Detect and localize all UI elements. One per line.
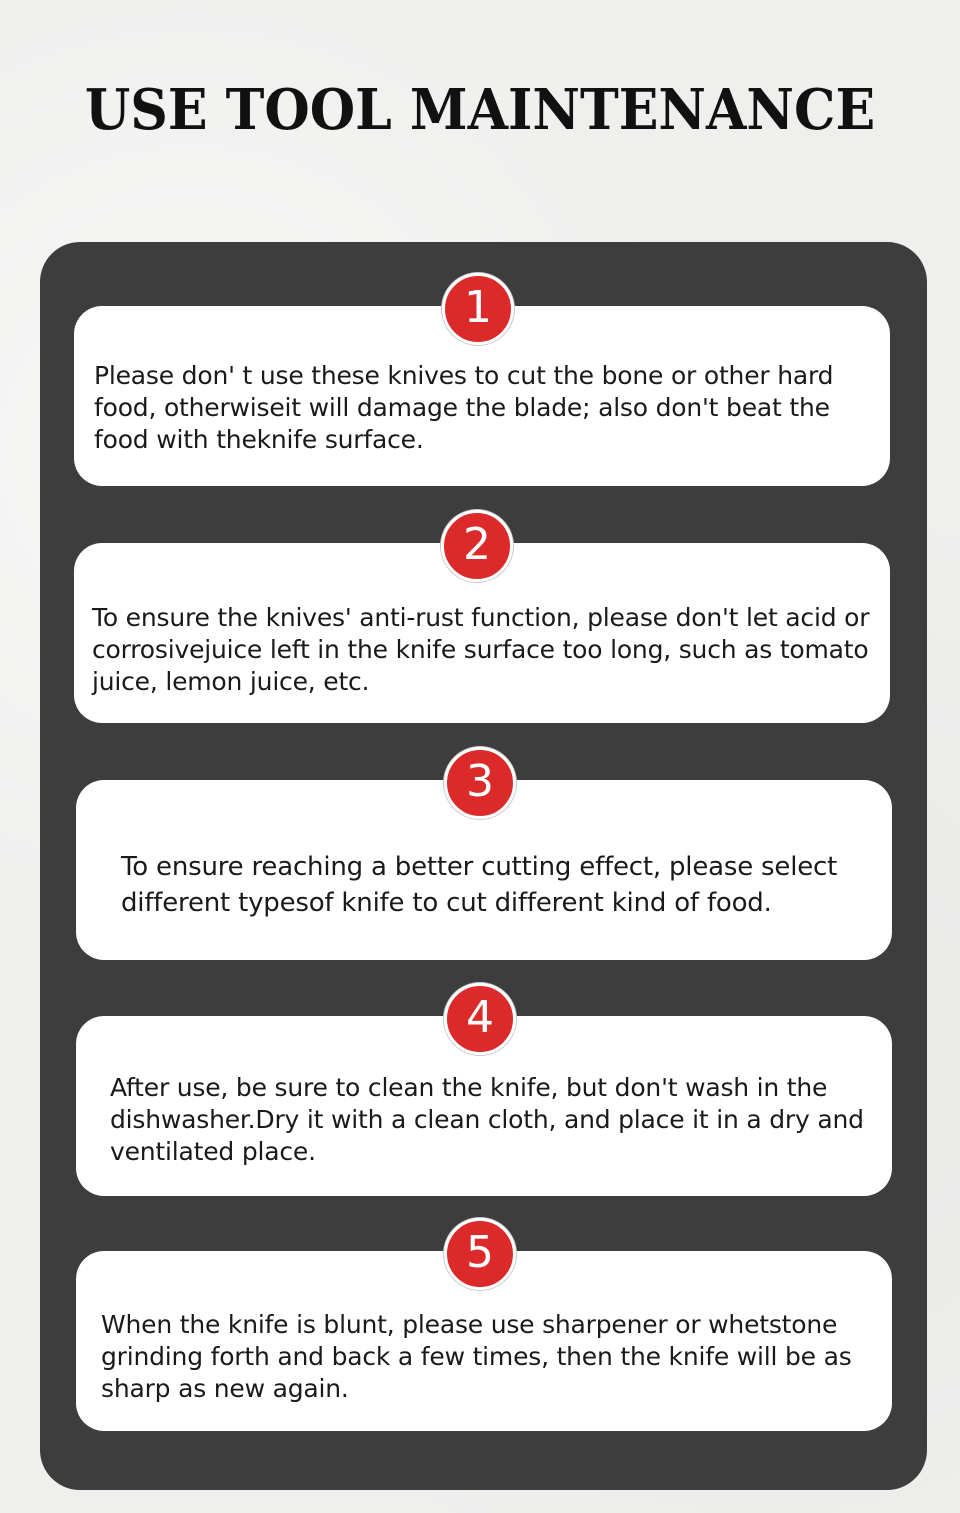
page-title: USE TOOL MAINTENANCE xyxy=(84,77,876,143)
tip-text-3: To ensure reaching a better cutting effect, please select different typesof knife to cut different kind of food. xyxy=(121,852,838,918)
tip-number-badge-4: 4 xyxy=(444,983,516,1055)
tip-number-badge-1: 1 xyxy=(442,273,514,345)
tip-number-badge-5: 5 xyxy=(444,1218,516,1290)
tip-text-1: Please don' t use these knives to cut the bone or other hard food, otherwiseit will damage the blade; also don't beat the food with theknife surface. xyxy=(94,361,834,454)
tip-text-2: To ensure the knives' anti-rust function, please don't let acid or corrosivejuice left in the knife surface too long, such as tomato juice, lemon juice, etc. xyxy=(92,603,870,696)
tip-text-5: When the knife is blunt, please use sharpener or whetstone grinding forth and back a few times, then the knife will be as sharp as new again. xyxy=(101,1310,852,1403)
tip-text-4: After use, be sure to clean the knife, but don't wash in the dishwasher.Dry it with a clean cloth, and place it in a dry and ventilated place. xyxy=(110,1073,864,1166)
tip-number-badge-2: 2 xyxy=(441,510,513,582)
tip-number-badge-3: 3 xyxy=(444,747,516,819)
